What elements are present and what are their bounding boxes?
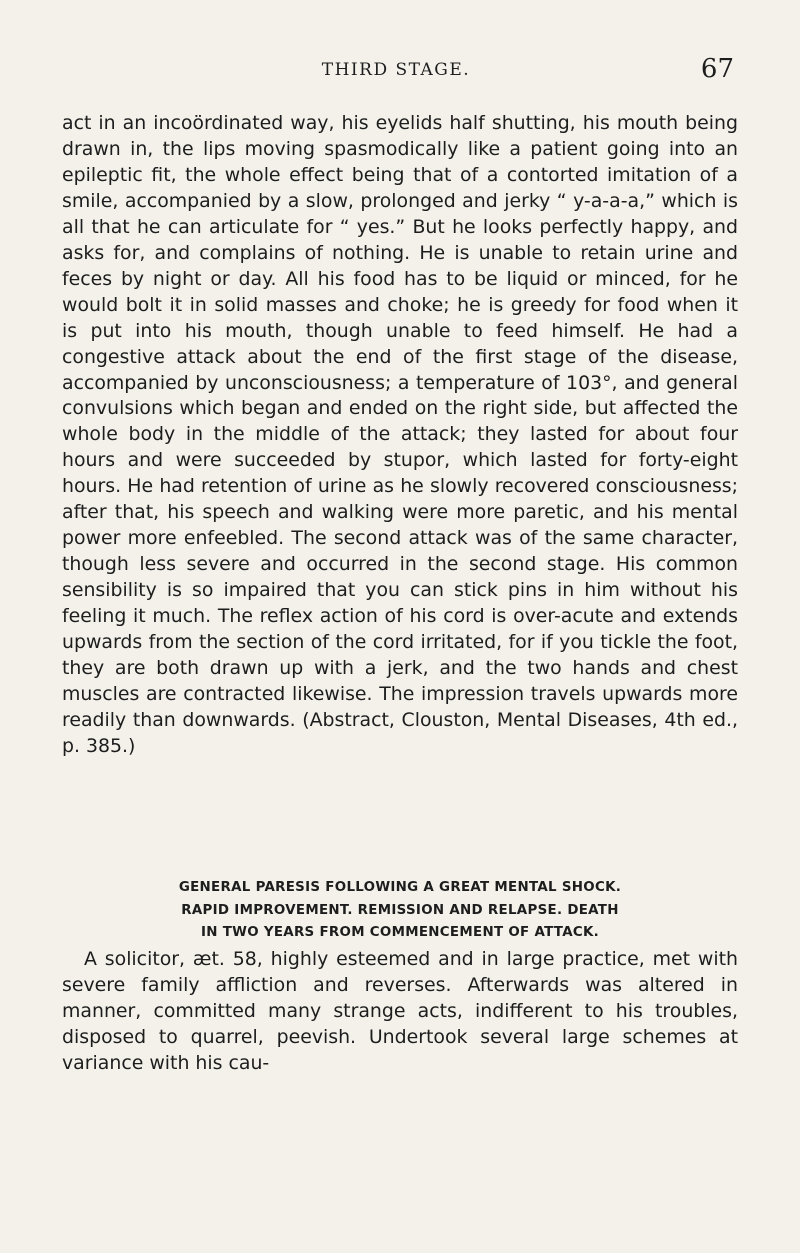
case-heading-line-2: RAPID IMPROVEMENT. REMISSION AND RELAPSE. DEATH bbox=[181, 902, 619, 918]
running-title: THIRD STAGE. bbox=[321, 60, 471, 80]
case-heading bbox=[62, 877, 738, 945]
paragraph-continued: act in an incoördinated way, his eyelids half shutting, his mouth being drawn in, the lips moving spasmodically like a patient going into an epileptic fit, the whole effect being that of a contorted imitation of a smile, accompanied by a slow, prolonged and jerky “ y-a-a-a,” which is all that he can articulate for “ yes.” But he looks perfectly happy, and asks for, and complains of nothing. He is unable to retain urine and feces by night or day. All his food has to be liquid or minced, for he would bolt it in solid masses and choke; he is greedy for food when it is put into his mouth, though unable to feed himself. He had a congestive attack about the end of the first stage of the disease, accompanied by unconsciousness; a temperature of 103°, and general convulsions which began and ended on the right side, but affected the whole body in the middle of the attack; they lasted for about four hours and were succeeded by stupor, which lasted for forty-eight hours. He had retention of urine as he slowly recovered consciousness; after that, his speech and walking were more paretic, and his mental power more enfeebled. The second attack was of the same character, though less severe and occurred in the second stage. His common sensibility is so impaired that you can stick pins in him without his feeling it much. The reflex action of his cord is over-acute and extends upwards from the section of the cord irritated, for if you tickle the foot, they are both drawn up with a jerk, and the two hands and chest muscles are contracted likewise. The impression travels upwards more readily than downwards. (Abstract, Clouston, Mental Diseases, 4th ed., p. 385.) bbox=[62, 112, 738, 757]
case-heading-line-1: GENERAL PARESIS FOLLOWING A GREAT MENTAL SHOCK. bbox=[178, 880, 622, 895]
running-head bbox=[62, 54, 734, 90]
case-heading-line-3: IN TWO YEARS FROM COMMENCEMENT OF ATTACK. bbox=[200, 925, 600, 940]
page-number: 67 bbox=[700, 54, 734, 84]
case-paragraph: A solicitor, æt. 58, highly esteemed and in large practice, met with severe family affliction and reverses. Afterwards was altered in manner, committed many strange acts, indifferent to his troubles, disposed to quarrel, peevish. Undertook several large schemes at variance with his cau- bbox=[62, 948, 738, 1074]
